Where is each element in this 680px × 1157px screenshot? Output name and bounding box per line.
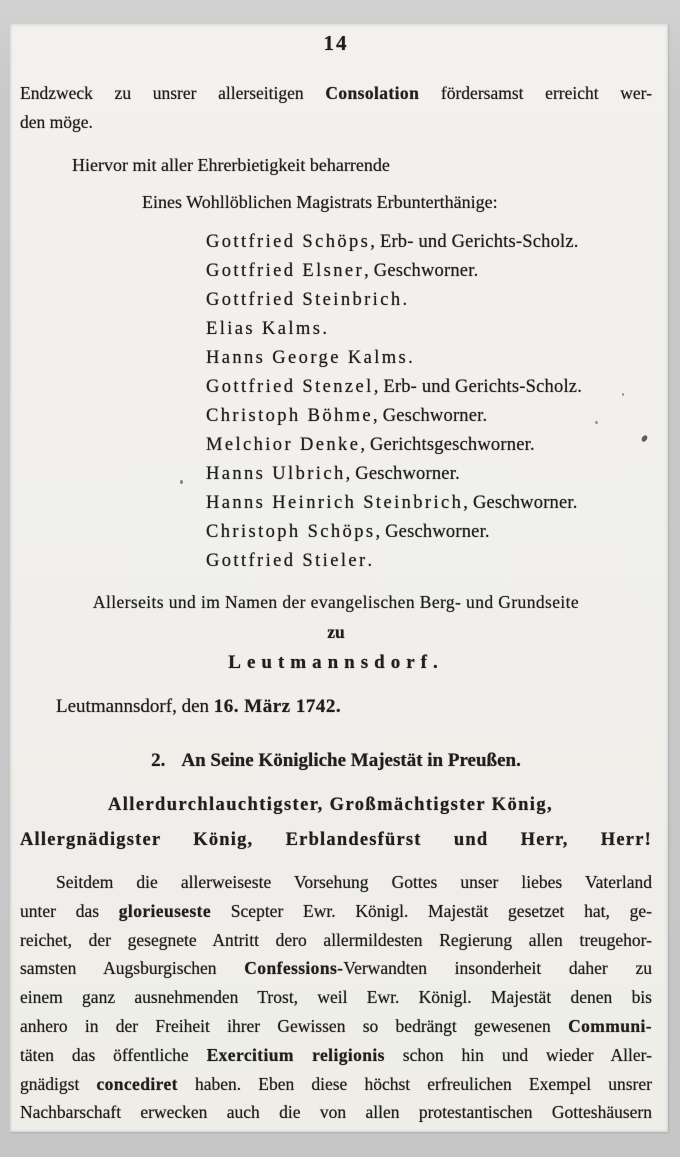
signatory-row: [206, 373, 652, 402]
scanned-page: [10, 24, 668, 1132]
signatory-role: .: [408, 348, 413, 368]
body-text: Scepter Ewr. Königl. Majestät gesetzet hat, ge-: [211, 900, 652, 921]
closing-place: Leutmannsdorf.: [228, 652, 444, 673]
signatory-row: [206, 489, 652, 518]
body-text: Seitdem die allerweiseste Vorsehung Gottes unser liebes Vaterland: [56, 872, 652, 892]
signatory-name: Gottfried Stenzel: [206, 377, 374, 397]
body-text: Nachbarschaft erwecken auch die von allen protestantischen Gotteshäusern: [20, 1102, 652, 1123]
dateline-date: 16. März 1742.: [213, 696, 342, 717]
body-text: einem ganz ausnehmenden Trost, weil Ewr. Königl. Majestät denen bis: [20, 987, 652, 1008]
signatory-list: [20, 228, 652, 576]
preamble-persisting: Hiervor mit aller Ehrerbietigkeit beharrende: [72, 155, 390, 175]
body-line: [20, 983, 652, 1012]
dateline: [20, 692, 652, 721]
signatory-role: , Geschworner.: [373, 406, 488, 426]
signatory-role: , Geschworner.: [463, 493, 578, 513]
body-line: [20, 926, 652, 955]
signatory-name: Hanns Heinrich Steinbrich: [206, 493, 464, 513]
section-2-heading: [20, 746, 652, 775]
antiqua-word-consolation: Consolation: [325, 83, 420, 103]
signatory-role: , Erb- und Gerichts-Scholz.: [370, 232, 579, 252]
intro-line-1-post: fördersamst erreicht wer-: [419, 83, 652, 103]
intro-line-2: den möge.: [20, 112, 93, 132]
body-line: [20, 1098, 652, 1127]
section-2-number: 2.: [151, 750, 166, 771]
petition-body-paragraph: [20, 868, 652, 1127]
body-line: [20, 897, 652, 926]
intro-line-1: [20, 79, 652, 108]
signatory-name: Christoph Böhme: [206, 406, 374, 426]
body-line: [20, 954, 652, 983]
antiqua-word: Communi-: [568, 1015, 652, 1036]
dateline-place: Leutmannsdorf, den: [56, 696, 214, 717]
signatory-name: Christoph Schöps: [206, 522, 376, 542]
signatory-role: , Geschworner.: [364, 261, 479, 281]
antiqua-word: glorieuseste: [118, 900, 212, 921]
antiqua-word: Exercitium religionis: [206, 1044, 385, 1065]
body-line: [20, 1041, 652, 1070]
signatory-name: Gottfried Schöps: [206, 232, 371, 252]
signatory-role: , Gerichtsgeschworner.: [360, 435, 535, 455]
signatory-row: [206, 257, 652, 286]
signatory-name: Elias Kalms: [206, 319, 323, 339]
antiqua-word: concediret: [96, 1073, 178, 1094]
signatory-name: Hanns George Kalms: [206, 348, 409, 368]
signatory-name: Hanns Ulbrich: [206, 464, 346, 484]
signatory-row: [206, 286, 652, 315]
signatory-row: [206, 431, 652, 460]
section-2-title: An Seine Königliche Majestät in Preußen.: [181, 750, 521, 771]
preamble-subscription: Eines Wohllöblichen Magistrats Erbunterthänige:: [142, 192, 498, 212]
body-text: Verwandten insonderheit daher zu: [343, 958, 652, 979]
signatory-role: .: [367, 551, 373, 571]
body-text: reichet, der gesegnete Antritt dero allermildesten Regierung allen treugehor-: [20, 929, 652, 950]
page-number: 14: [323, 31, 349, 55]
antiqua-word: Confessions-: [244, 958, 344, 979]
body-line: [20, 1070, 652, 1099]
signatory-role: .: [322, 319, 328, 339]
signatory-role: .: [402, 290, 408, 310]
signatory-role: , Geschworner.: [345, 464, 460, 484]
scan-speck: [180, 480, 183, 484]
scan-speck: [622, 393, 624, 396]
signatory-role: , Erb- und Gerichts-Scholz.: [373, 377, 583, 397]
signatory-role: , Geschworner.: [375, 522, 490, 542]
closing-on-behalf: Allerseits und im Namen der evangelischen Berg- und Grundseite: [92, 592, 580, 612]
signatory-row: [206, 315, 652, 344]
signatory-row: [206, 344, 652, 373]
closing-zu: zu: [327, 622, 345, 642]
body-text: anhero in der Freiheit ihrer Gewissen so bedrängt gewesenen: [20, 1015, 569, 1036]
intro-paragraph: [20, 79, 652, 137]
salutation-line-1: Allerdurchlauchtigster, Großmächtigster König,: [108, 795, 554, 815]
body-text: gnädigst: [20, 1073, 97, 1094]
signatory-row: [206, 402, 652, 431]
body-line: [20, 868, 652, 897]
signatory-name: Gottfried Elsner: [206, 261, 365, 281]
body-text: samsten Augsburgischen: [20, 958, 245, 979]
intro-line-1-pre: Endzweck zu unsrer allerseitigen: [20, 83, 326, 103]
signatory-row: [206, 460, 652, 489]
signatory-row: [206, 547, 652, 576]
signatory-name: Melchior Denke: [206, 435, 361, 455]
signatory-name: Gottfried Steinbrich: [206, 290, 403, 310]
body-line: [20, 1012, 652, 1041]
signatory-row: [206, 228, 652, 257]
signatory-name: Gottfried Stieler: [206, 551, 368, 571]
body-text: haben. Eben diese höchst erfreulichen Exempel unsrer: [177, 1073, 652, 1094]
scan-speck: [595, 421, 598, 424]
body-text: täten das öffentliche: [20, 1044, 207, 1065]
body-text: schon hin und wieder Aller-: [384, 1044, 652, 1065]
salutation-line-2: Allergnädigster König, Erblandesfürst und Herr, Herr!: [20, 830, 652, 850]
body-text: unter das: [20, 900, 119, 921]
signatory-row: [206, 518, 652, 547]
